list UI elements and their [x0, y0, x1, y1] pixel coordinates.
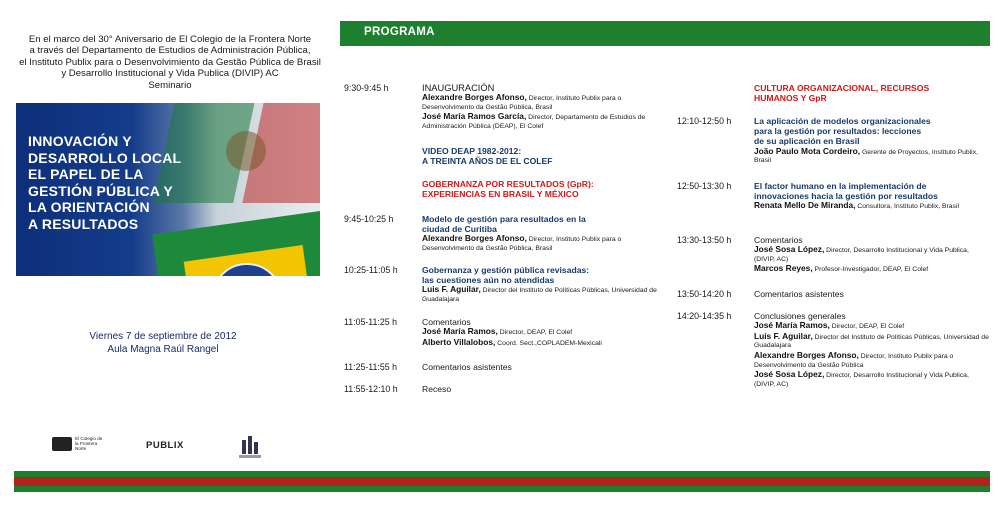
schedule-row	[344, 214, 674, 254]
section-title: EXPERIENCIAS EN BRASIL Y MÉXICO	[422, 189, 579, 200]
section-heading	[422, 179, 674, 199]
speaker-name: João Paulo Mota Cordeiro,	[754, 145, 861, 156]
intro-line: el Instituto Publix para o Desenvolvimiento da Gestão Pública de Brasil	[19, 56, 321, 68]
intro-line: Seminario	[148, 79, 192, 91]
programa-label: PROGRAMA	[364, 26, 435, 38]
speaker-role: Profesor-Investigador, DEAP, El Colef	[812, 266, 929, 274]
schedule-row	[677, 235, 990, 275]
title-line: DESARROLLO LOCAL	[28, 149, 182, 166]
building-icon	[239, 434, 261, 458]
footer-stripe-red	[14, 477, 990, 486]
schedule-row	[344, 362, 674, 372]
speaker-role: Director, DEAP, El Colef	[497, 329, 573, 337]
section-title: CULTURA ORGANIZACIONAL, RECURSOS	[754, 83, 930, 93]
video-subtitle: A TREINTA AÑOS DE EL COLEF	[422, 156, 553, 167]
title-line: EL PAPEL DE LA	[28, 166, 144, 182]
event-venue: Aula Magna Raúl Rangel	[107, 344, 219, 355]
publix-logo: PUBLIX	[146, 440, 184, 451]
schedule-title: Comentarios	[422, 317, 471, 327]
speaker-name: Alexandre Borges Afonso,	[422, 233, 527, 244]
speaker-name: Renata Mello De Miranda,	[754, 200, 856, 211]
schedule-title: las cuestiones aún no atendidas	[422, 275, 555, 286]
event-date: Viernes 7 de septiembre de 2012	[89, 331, 237, 342]
speaker-role: Director, Departamento de Estudios de Administración Pública (DEAP), El Colef	[422, 114, 646, 130]
colef-logo	[52, 436, 107, 451]
title-line: A RESULTADOS	[28, 215, 139, 232]
schedule-time: 12:10-12:50 h	[677, 116, 732, 126]
schedule-title: para la gestión por resultados: lecciones	[754, 126, 922, 137]
speaker-role: Coord. Sect.,COPLADEM-Mexicali	[495, 339, 602, 347]
seminar-banner	[16, 103, 320, 276]
schedule-title: ciudad de Curitiba	[422, 224, 497, 235]
schedule-title: Receso	[422, 384, 452, 394]
eagle-emblem-icon	[226, 131, 266, 171]
intro-line: a través del Departamento de Estudios de Administración Pública,	[29, 45, 311, 57]
schedule-time: 10:25-11:05 h	[344, 265, 398, 275]
section-title: HUMANOS Y GpR	[754, 93, 827, 104]
speaker-name: Alexandre Borges Afonso,	[422, 92, 527, 103]
schedule-row	[344, 265, 674, 305]
intro-line: En el marco del 30° Aniversario de El Colegio de la Frontera Norte	[28, 34, 312, 45]
speaker-role: Director del Instituto de Políticas Públicas, Universidad de Guadalajara	[422, 287, 657, 303]
speaker-role: Director, DEAP, El Colef	[829, 323, 905, 331]
intro-text	[14, 34, 326, 91]
speaker-role: Director, Instituto Publix para o Desenvolvimento da Gestão Pública, Brasil	[422, 95, 622, 111]
speaker-name: José María Ramos,	[754, 320, 830, 331]
speaker-role: Director del Instituto de Políticas Públicas, Universidad de Guadalajara	[754, 333, 989, 350]
schedule-time: 13:50-14:20 h	[677, 289, 732, 299]
seminar-title	[28, 133, 181, 232]
speaker-name: Luis F. Aguilar,	[422, 284, 481, 295]
title-line: LA ORIENTACIÓN	[28, 199, 150, 215]
intro-line: y Desarrollo Institucional y Vida Publica (DIVIP) AC	[61, 68, 279, 80]
speaker-role: Director, Desarrollo Institucional y Vida Publica, (DIVIP, AC)	[754, 372, 969, 388]
schedule-row	[677, 116, 990, 166]
sponsor-logos	[52, 432, 282, 458]
video-section	[422, 146, 674, 166]
speaker-name: Alexandre Borges Afonso,	[754, 349, 859, 360]
colef-mark-icon	[52, 437, 72, 451]
programa-header	[340, 21, 990, 46]
speaker-role: Director, Desarrollo Institucional y Vida Publica, (DIVIP, AC)	[754, 247, 969, 263]
section-heading	[754, 83, 990, 103]
schedule-time: 12:50-13:30 h	[677, 181, 732, 191]
schedule-title: La aplicación de modelos organizacionales	[754, 116, 931, 126]
speaker-name: Luis F. Aguilar,	[754, 330, 813, 341]
video-title: VIDEO DEAP 1982-2012:	[422, 146, 522, 156]
speaker-name: José María Ramos García,	[422, 111, 527, 122]
speaker-name: José María Ramos,	[422, 326, 498, 337]
schedule-row	[344, 384, 674, 394]
schedule-time: 11:05-11:25 h	[344, 317, 397, 327]
schedule-title: Comentarios	[754, 235, 803, 245]
schedule-row	[677, 311, 990, 389]
schedule-row	[344, 317, 674, 348]
schedule-title: de su aplicación en Brasil	[754, 136, 860, 147]
speaker-name: Alberto Villalobos,	[422, 336, 496, 347]
schedule-time: 11:25-11:55 h	[344, 362, 397, 372]
title-line: GESTIÓN PÚBLICA Y	[28, 182, 173, 199]
speaker-role: Consultora, Instituto Publix, Brasil	[855, 203, 959, 211]
schedule-time: 9:30-9:45 h	[344, 83, 389, 93]
schedule-time: 9:45-10:25 h	[344, 214, 394, 224]
event-date-venue	[18, 330, 308, 356]
schedule-title: Comentarios asistentes	[754, 289, 844, 299]
speaker-role: Director, Instituto Publix para o Desenvolvimento da Gestão Pública, Brasil	[422, 236, 622, 252]
footer-stripe-green	[14, 486, 990, 492]
footer-stripes	[14, 471, 990, 492]
schedule-title: innovaciones hacia la gestión por resultados	[754, 191, 938, 202]
speaker-role: Director, Instituto Publix para o Desenvolvimento da Gestão Pública	[754, 352, 954, 369]
schedule-time: 13:30-13:50 h	[677, 235, 732, 245]
schedule-time: 11:55-12:10 h	[344, 384, 398, 394]
schedule-title: Comentarios asistentes	[422, 362, 512, 372]
speaker-role: Gerente de Proyectos, Instituto Publix, Brasil	[754, 148, 978, 165]
section-title: GOBERNANZA POR RESULTADOS (GpR):	[422, 179, 594, 189]
schedule-title: INAUGURACIÓN	[422, 83, 495, 93]
schedule-title: Conclusiones generales	[754, 311, 846, 321]
schedule-title: Modelo de gestión para resultados en la	[422, 214, 586, 224]
schedule-title: El factor humano en la implementación de	[754, 181, 927, 191]
schedule-row	[677, 181, 990, 212]
title-line: INNOVACIÓN Y	[28, 133, 132, 149]
schedule-time: 14:20-14:35 h	[677, 311, 732, 321]
colef-logo-text: El Colegio de la Frontera Norte	[75, 436, 103, 451]
schedule-row	[677, 289, 990, 299]
schedule-title: Gobernanza y gestión pública revisadas:	[422, 265, 590, 275]
schedule-row	[344, 83, 674, 132]
speaker-name: José Sosa López,	[754, 369, 825, 380]
speaker-name: José Sosa López,	[754, 244, 825, 255]
speaker-name: Marcos Reyes,	[754, 263, 813, 274]
